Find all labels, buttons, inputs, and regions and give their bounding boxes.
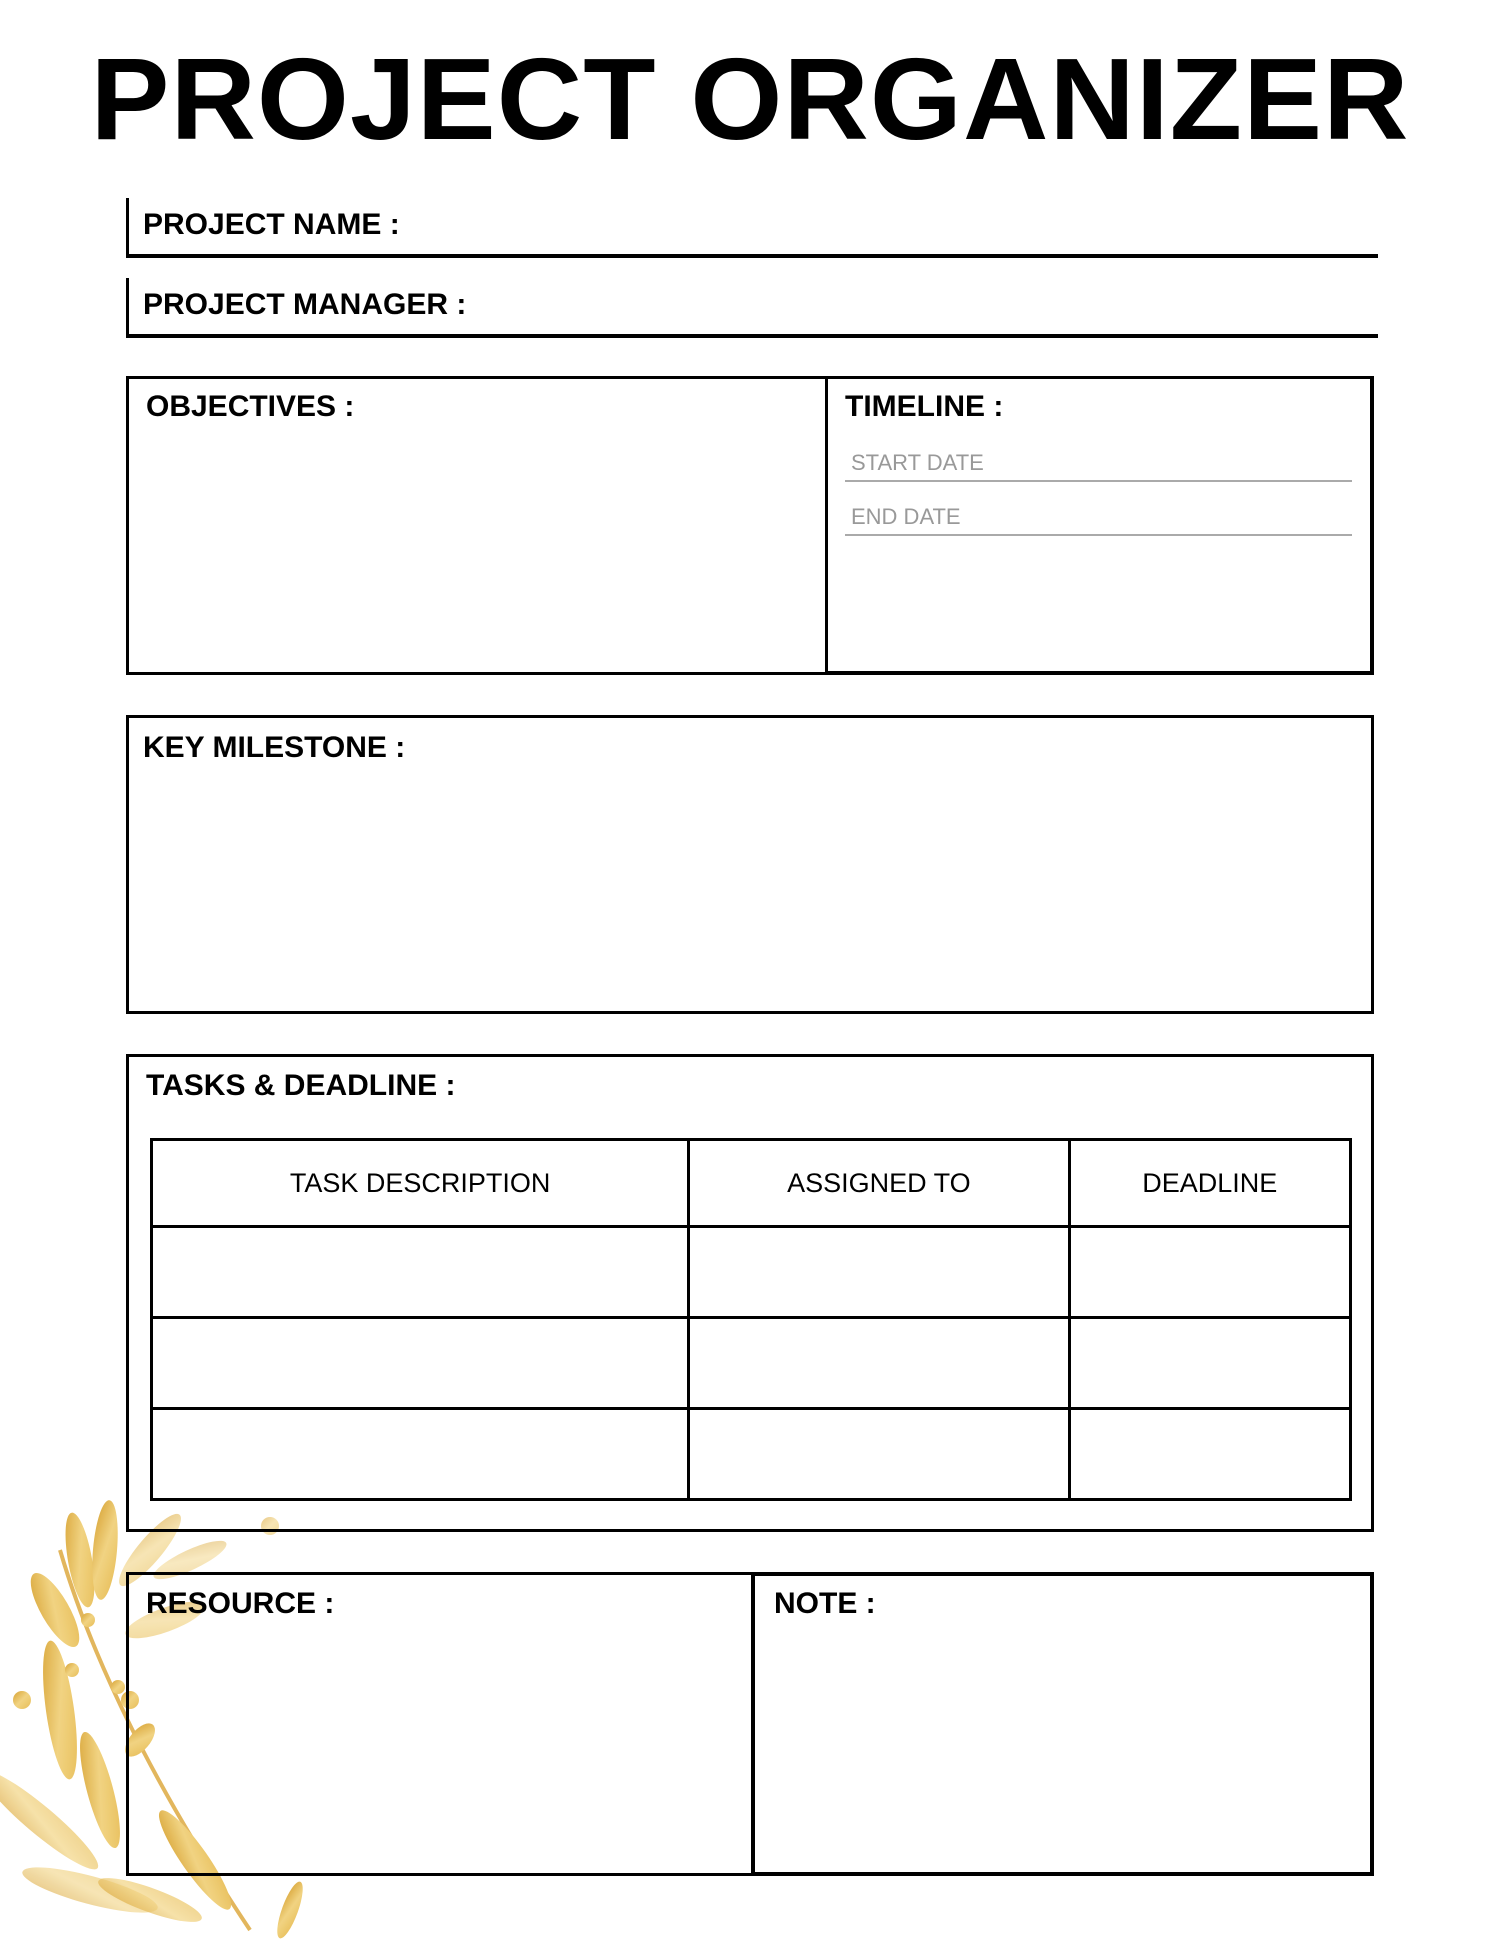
tasks-label: TASKS & DEADLINE : xyxy=(146,1069,456,1102)
column-header-assigned-to: ASSIGNED TO xyxy=(689,1140,1069,1227)
table-cell[interactable] xyxy=(689,1318,1069,1409)
table-cell[interactable] xyxy=(1069,1409,1350,1500)
table-header-row xyxy=(152,1140,1351,1227)
project-manager-field[interactable] xyxy=(126,278,1378,338)
end-date-label: END DATE xyxy=(851,504,961,529)
table-cell[interactable] xyxy=(152,1227,689,1318)
project-name-field[interactable] xyxy=(126,198,1378,258)
table-cell[interactable] xyxy=(689,1409,1069,1500)
start-date-label: START DATE xyxy=(851,450,984,475)
tasks-table xyxy=(150,1138,1352,1501)
table-row xyxy=(152,1227,1351,1318)
resource-label: RESOURCE : xyxy=(146,1587,335,1620)
note-label: NOTE : xyxy=(774,1587,876,1620)
table-row xyxy=(152,1409,1351,1500)
objectives-label: OBJECTIVES : xyxy=(146,390,355,423)
table-cell[interactable] xyxy=(689,1227,1069,1318)
table-cell[interactable] xyxy=(1069,1227,1350,1318)
table-cell[interactable] xyxy=(152,1318,689,1409)
column-header-deadline: DEADLINE xyxy=(1069,1140,1350,1227)
end-date-field[interactable] xyxy=(845,500,1352,536)
timeline-label: TIMELINE : xyxy=(845,390,1004,423)
project-manager-label: PROJECT MANAGER : xyxy=(143,288,467,321)
project-name-label: PROJECT NAME : xyxy=(143,208,400,241)
table-cell[interactable] xyxy=(1069,1318,1350,1409)
table-cell[interactable] xyxy=(152,1409,689,1500)
column-header-task-description: TASK DESCRIPTION xyxy=(152,1140,689,1227)
table-row xyxy=(152,1318,1351,1409)
key-milestone-label: KEY MILESTONE : xyxy=(143,731,406,764)
start-date-field[interactable] xyxy=(845,446,1352,482)
page-title: PROJECT ORGANIZER xyxy=(90,34,1410,164)
